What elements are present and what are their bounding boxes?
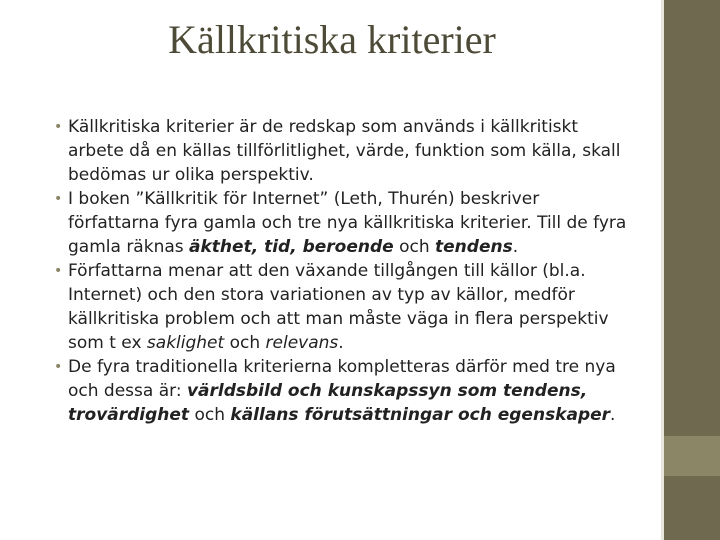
- bullet-text-segment: världsbild och kunskapssyn som tendens, trovärdighet: [68, 381, 588, 425]
- bullet-dot-icon: •: [54, 359, 63, 375]
- bullet-item: [48, 187, 633, 259]
- bullet-item: [48, 355, 633, 427]
- bullet-text-segment: tendens: [435, 237, 513, 257]
- bullet-text-segment: Författarna menar att den växande tillgången till källor (bl.a. Internet) och den stora variationen av typ av källor, medför källkritiska problem och att man måste väga in flera perspektiv som t ex: [68, 261, 609, 353]
- bullet-text-segment: källans förutsättningar och egenskaper: [230, 405, 611, 425]
- bullet-text-segment: saklighet: [146, 333, 225, 353]
- bullet-text-segment: I boken ”Källkritik för Internet” (Leth, Thurén) beskriver författarna fyra gamla och tre nya källkritiska kriterier. Till de fyra gamla räknas: [68, 189, 627, 257]
- bullet-list: [48, 115, 633, 427]
- bullet-text-segment: och: [224, 333, 266, 353]
- bullet-item: [48, 259, 633, 355]
- bullet-text-segment: relevans: [265, 333, 339, 353]
- bullet-text-segment: äkthet, tid, beroende: [189, 237, 394, 257]
- bullet-dot-icon: •: [54, 191, 63, 207]
- bullet-text-segment: .: [512, 237, 519, 257]
- bullet-text-segment: De fyra traditionella kriterierna kompletteras därför med tre nya och dessa är:: [68, 357, 616, 401]
- bullet-text-segment: .: [610, 405, 616, 425]
- bullet-text-segment: och: [393, 237, 436, 257]
- bullet-dot-icon: •: [54, 119, 63, 135]
- bullet-text-segment: Källkritiska kriterier är de redskap som används i källkritiskt arbete då en källas tillförlitlighet, värde, funktion som källa, skall bedömas ur olika perspektiv.: [68, 117, 621, 185]
- right-band-accent: [664, 436, 720, 476]
- bullet-dot-icon: •: [54, 263, 63, 279]
- slide-title: Källkritiska kriterier: [168, 17, 496, 62]
- bullet-text-segment: .: [338, 333, 344, 353]
- bullet-text-segment: och: [189, 405, 231, 425]
- bullet-item: [48, 115, 633, 187]
